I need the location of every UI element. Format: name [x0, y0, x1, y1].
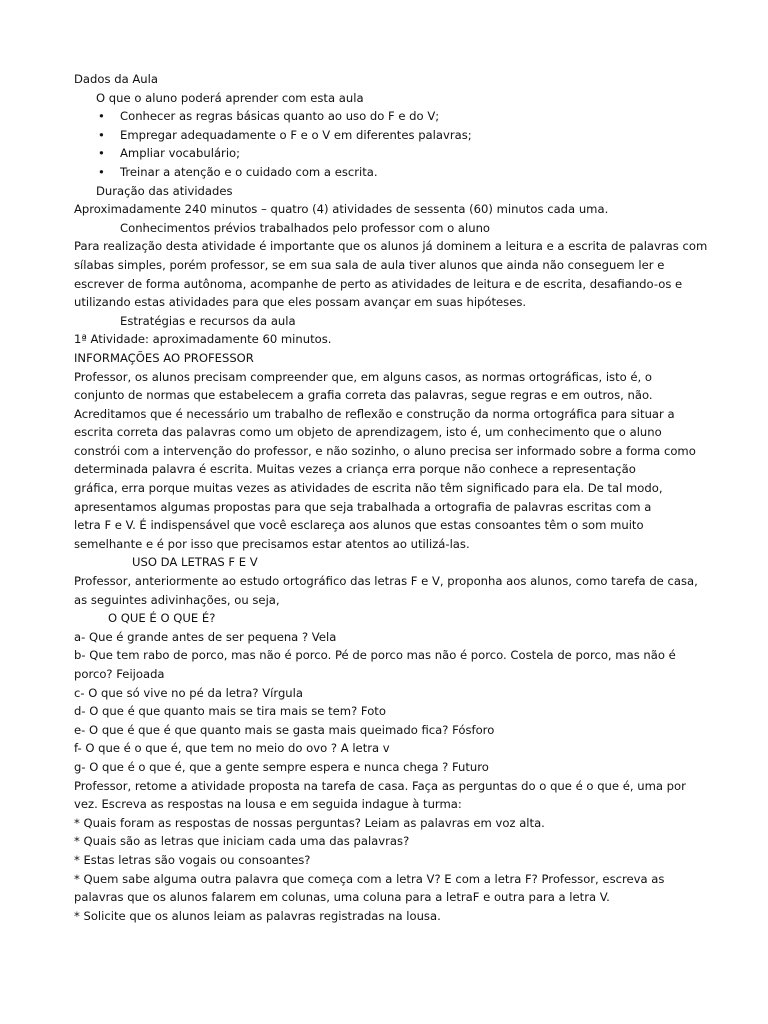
paragraph-line: vez. Escreva as respostas na lousa e em seguida indague à turma:	[74, 797, 462, 812]
paragraph-line: letra F e V. É indispensável que você esclareça aos alunos que estas consoantes têm o som muito	[74, 518, 644, 533]
learn-heading: O que o aluno poderá aprender com esta aula	[96, 90, 364, 105]
paragraph-line: Para realização desta atividade é importante que os alunos já dominem a leitura e a escrita de palavras com	[74, 239, 708, 254]
paragraph-line: semelhante e é por isso que precisamos estar atentos ao utilizá-las.	[74, 536, 470, 551]
paragraph-line: escrita correta das palavras como um objeto de aprendizagem, isto é, um conhecimento que o aluno	[74, 425, 662, 440]
riddle-item: a- Que é grande antes de ser pequena ? Vela	[74, 629, 337, 644]
riddle-item: d- O que é que quanto mais se tira mais se tem? Foto	[74, 704, 386, 719]
riddle-heading: O QUE É O QUE É?	[108, 611, 216, 626]
riddle-item: g- O que é o que é, que a gente sempre espera e nunca chega ? Futuro	[74, 759, 489, 774]
question-item: * Solicite que os alunos leiam as palavras registradas na lousa.	[74, 908, 441, 923]
info-heading: INFORMAÇÕES AO PROFESSOR	[74, 350, 254, 365]
duration-heading: Duração das atividades	[96, 183, 233, 198]
riddle-item: e- O que é que é que quanto mais se gasta mais queimado fica? Fósforo	[74, 722, 495, 737]
paragraph-line: utilizando estas atividades para que eles possam avançar em suas hipóteses.	[74, 295, 527, 310]
paragraph-line: gráfica, erra porque muitas vezes as atividades de escrita não têm significado para ela. De tal modo,	[74, 481, 663, 496]
objective-item: • Conhecer as regras básicas quanto ao uso do F e do V;	[74, 107, 698, 126]
paragraph-line: Acreditamos que é necessário um trabalho de reflexão e construção da norma ortográfica para situar a	[74, 406, 675, 421]
paragraph-line: conjunto de normas que estabelecem a grafia correta das palavras, segue regras e em outros, não.	[74, 388, 653, 403]
paragraph-line: determinada palavra é escrita. Muitas vezes a criança erra porque não conhece a representação	[74, 462, 636, 477]
paragraph-line: constrói com a intervenção do professor, e não sozinho, o aluno precisa ser informado sobre a forma como	[74, 443, 696, 458]
riddle-item: porco? Feijoada	[74, 667, 165, 681]
paragraph-line: palavras que os alunos falarem em colunas, uma coluna para a letraF e outra para a letra V.	[74, 890, 610, 905]
question-item: * Estas letras são vogais ou consoantes?	[74, 852, 311, 867]
letters-heading: USO DA LETRAS F E V	[132, 555, 258, 570]
question-item: * Quem sabe alguma outra palavra que começa com a letra V? E com a letra F? Professor, escreva as	[74, 871, 665, 886]
duration-text: Aproximadamente 240 minutos – quatro (4) atividades de sessenta (60) minutos cada uma.	[74, 202, 609, 217]
document-title: Dados da Aula	[74, 72, 158, 86]
riddle-item: c- O que só vive no pé da letra? Vírgula	[74, 685, 303, 700]
objective-item: • Ampliar vocabulário;	[74, 144, 698, 163]
question-item: * Quais foram as respostas de nossas perguntas? Leiam as palavras em voz alta.	[74, 815, 545, 830]
document-body	[74, 70, 708, 925]
prior-knowledge-heading: Conhecimentos prévios trabalhados pelo professor com o aluno	[120, 220, 491, 235]
paragraph-line: apresentamos algumas propostas para que seja trabalhada a ortografia de palavras escritas com a	[74, 499, 652, 514]
paragraph-line: Professor, retome a atividade proposta na tarefa de casa. Faça as perguntas do o que é o que é, uma por	[74, 778, 686, 793]
objective-item: • Empregar adequadamente o F e o V em diferentes palavras;	[74, 126, 698, 145]
activity-line: 1ª Atividade: aproximadamente 60 minutos.	[74, 332, 332, 347]
paragraph-line: Professor, anteriormente ao estudo ortográfico das letras F e V, proponha aos alunos, como tarefa de casa,	[74, 574, 698, 589]
paragraph-line: as seguintes adivinhações, ou seja,	[74, 592, 280, 607]
riddle-item: f- O que é o que é, que tem no meio do ovo ? A letra v	[74, 741, 390, 756]
paragraph-line: escrever de forma autônoma, acompanhe de perto as atividades de leitura e de escrita, desafiando-os e	[74, 276, 683, 291]
paragraph-line: sílabas simples, porém professor, se em sua sala de aula tiver alunos que ainda não conseguem ler e	[74, 257, 665, 272]
objective-item: • Treinar a atenção e o cuidado com a escrita.	[74, 163, 698, 182]
riddle-item: b- Que tem rabo de porco, mas não é porco. Pé de porco mas não é porco. Costela de porco, mas não é	[74, 648, 676, 663]
strategies-heading: Estratégias e recursos da aula	[120, 313, 296, 328]
question-item: * Quais são as letras que iniciam cada uma das palavras?	[74, 834, 410, 849]
paragraph-line: Professor, os alunos precisam compreender que, em alguns casos, as normas ortográficas, isto é, o	[74, 369, 653, 384]
